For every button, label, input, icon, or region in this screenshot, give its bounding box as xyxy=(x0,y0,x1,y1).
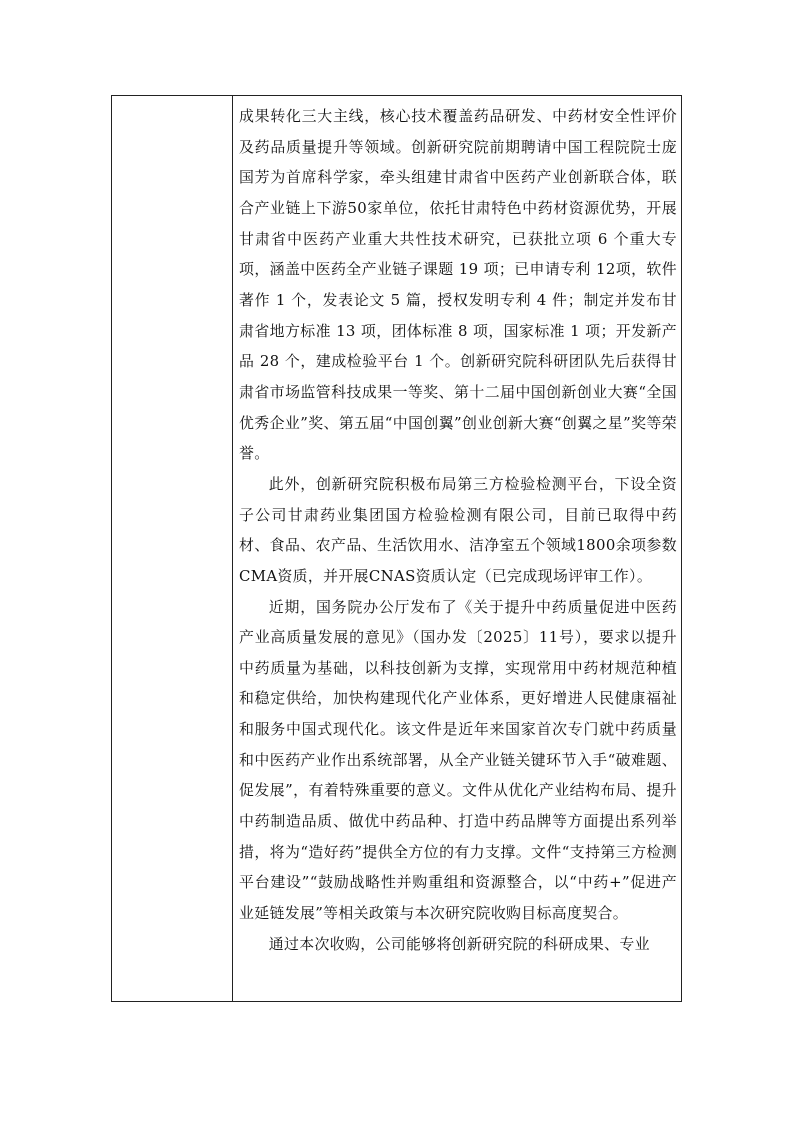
paragraph-policy-background: 近期，国务院办公厅发布了《关于提升中药质量促进中医药产业高质量发展的意见》（国办发〔2025〕11号），要求以提升中药质量为基础，以科技创新为支撑，实现常用中药材规范种植和稳定供给，加快构建现代化产业体系，更好增进人民健康福祉和服务中国式现代化。该文件是近年来国家首次专门就中药质量和中医药产业作出系统部署，从全产业链关键环节入手“破难题、促发展”，有着特殊重要的意义。文件从优化产业结构布局、提升中药制造品质、做优中药品种、打造中药品牌等方面提出系列举措，将为“造好药”提供全方位的有力支撑。文件“支持第三方检测平台建设”“鼓励战略性并购重组和资源整合，以“中药+”促进产业延链发展”等相关政策与本次研究院收购目标高度契合。 xyxy=(239,597,677,923)
content-table xyxy=(111,95,682,1002)
paragraph-testing-platform: 此外，创新研究院积极布局第三方检验检测平台，下设全资子公司甘肃药业集团国方检验检测有限公司，目前已取得中药材、食品、农产品、生活饮用水、洁净室五个领域1800余项参数CMA资质，并开展CNAS资质认定（已完成现场评审工作）。 xyxy=(239,474,677,585)
paragraph-research-achievements: 成果转化三大主线，核心技术覆盖药品研发、中药材安全性评价及药品质量提升等领域。创新研究院前期聘请中国工程院院士庞国芳为首席科学家，牵头组建甘肃省中医药产业创新联合体，联合产业链上下游50家单位，依托甘肃特色中药材资源优势，开展甘肃省中医药产业重大共性技术研究，已获批立项 6 个重大专项，涵盖中医药全产业链子课题 19 项；已申请专利 12项，软件著作 1 个，发表论文 5 篇，授权发明专利 4 件；制定并发布甘肃省地方标准 13 项，团体标准 8 项，国家标准 1 项；开发新产品 28 个，建成检验平台 1 个。创新研究院科研团队先后获得甘肃省市场监管科技成果一等奖、第十二届中国创新创业大赛“全国优秀企业”奖、第五届“中国创翼”创业创新大赛“创翼之星”奖等荣誉。 xyxy=(239,107,677,463)
table-left-cell xyxy=(112,96,232,1001)
table-right-cell xyxy=(239,101,677,959)
paragraph-acquisition-purpose: 通过本次收购，公司能够将创新研究院的科研成果、专业 xyxy=(268,934,650,953)
column-divider xyxy=(232,96,233,1001)
